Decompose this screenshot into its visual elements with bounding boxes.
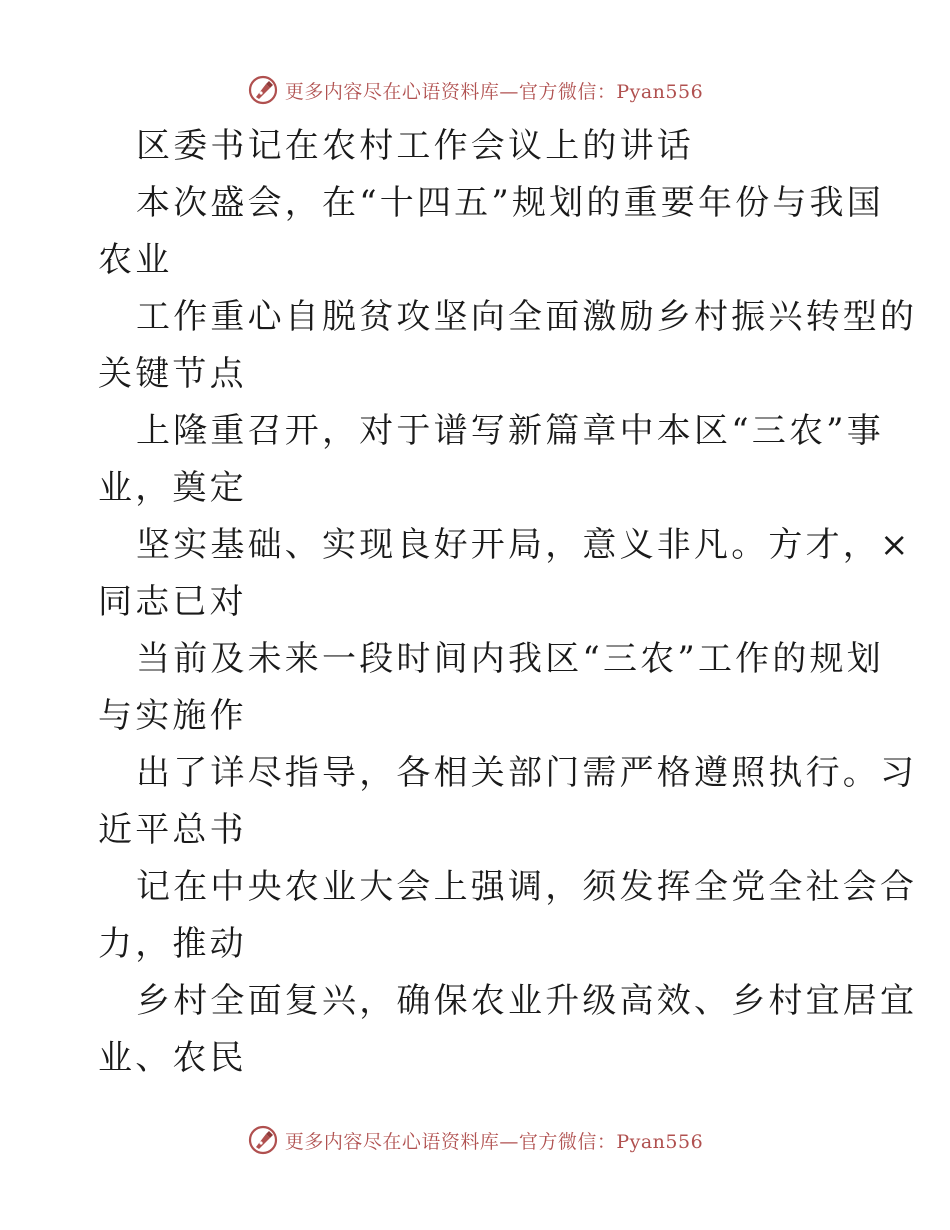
text-line: 业，奠定 [98,468,247,508]
document-title: 区委书记在农村工作会议上的讲话 [136,126,694,166]
footer-watermark [0,1122,950,1158]
text-line: 当前及未来一段时间内我区“三农”工作的规划 [136,639,884,679]
text-line: 本次盛会，在“十四五”规划的重要年份与我国 [136,183,884,223]
text-line: 记在中央农业大会上强调，须发挥全党全社会合 [136,867,918,907]
text-line: 出了详尽指导，各相关部门需严格遵照执行。习 [136,753,918,793]
pen-nib-logo-icon [247,74,279,106]
document-body [98,118,918,1087]
text-line: 近平总书 [98,810,247,850]
text-line: 工作重心自脱贫攻坚向全面激励乡村振兴转型的 [136,297,918,337]
text-line: 同志已对 [98,582,247,622]
text-line: 关键节点 [98,354,247,394]
text-line: 乡村全面复兴，确保农业升级高效、乡村宜居宜 [136,981,918,1021]
text-line: 农业 [98,240,173,280]
watermark-text: 更多内容尽在心语资料库—官方微信：Pyan556 [284,80,704,103]
text-line: 力，推动 [98,924,247,964]
header-watermark [0,72,950,108]
text-line: 与实施作 [98,696,247,736]
text-line: 上隆重召开，对于谱写新篇章中本区“三农”事 [136,411,884,451]
pen-nib-logo-icon [247,1124,279,1156]
text-line: 业、农民 [98,1038,247,1078]
text-line: 坚实基础、实现良好开局，意义非凡。方才，× [136,525,912,565]
watermark-text: 更多内容尽在心语资料库—官方微信：Pyan556 [284,1130,704,1153]
